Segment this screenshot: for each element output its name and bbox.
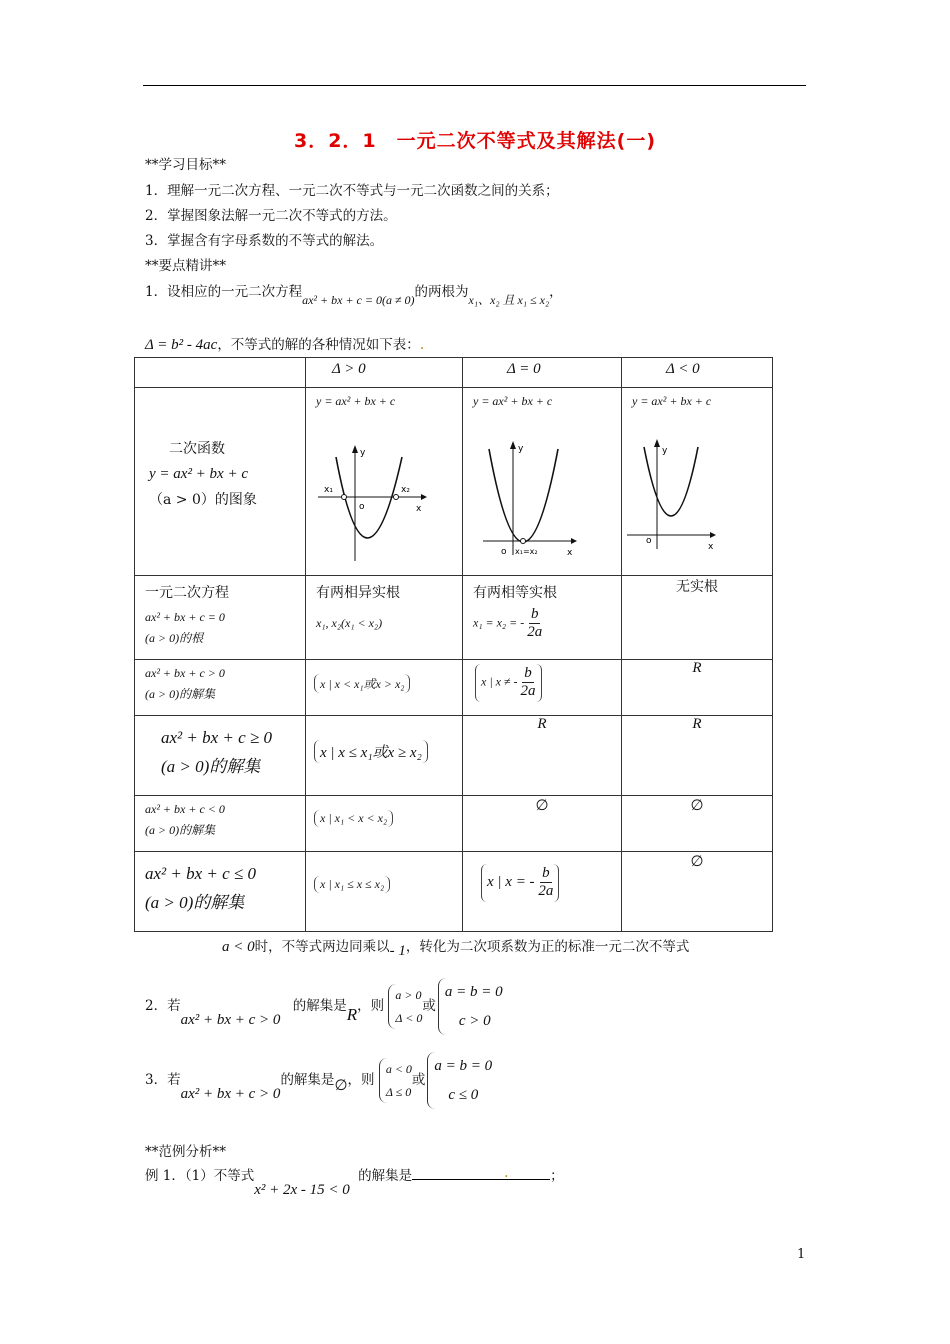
roots-cell-delta-positive: 有两相异实根 x₁, x₂(x₁ < x₂): [306, 576, 463, 660]
roots-cell-delta-zero: 有两相等实根 x₁ = x₂ = - $\frac{b}{2a}$: [463, 576, 622, 660]
graph-cell-delta-negative: y = ax² + bx + c y x o: [622, 388, 773, 576]
key1-roots: x₁、x₂ 且 x₁ ≤ x₂: [468, 293, 550, 307]
header-empty: [135, 358, 306, 388]
key-point-1: [145, 280, 563, 307]
page-number: 1: [797, 1247, 806, 1262]
gt-cell-delta-zero: x | x ≠ - $\frac{b}{2a}$: [463, 660, 622, 716]
table-row-gt: [135, 660, 773, 716]
gt-cell-delta-negative: R: [622, 660, 773, 716]
graph-label-double-root: x₁=x₂: [515, 547, 538, 556]
empty-set-icon: ∅: [535, 796, 549, 814]
ge-cell-delta-zero: R: [463, 716, 622, 796]
empty-set-icon: ∅: [334, 1076, 348, 1094]
row-label-lt: ax² + bx + c < 0 (a > 0)的解集: [135, 796, 306, 852]
table-row-graph: [135, 388, 773, 576]
key1-prefix: 1．设相应的一元二次方程: [145, 284, 303, 300]
key-point-3: 3．若ax² + bx + c > 0的解集是∅，则 a < 0 Δ ≤ 0或a = b = 0 c ≤ 0: [145, 1052, 492, 1109]
graph-label-x: x: [567, 548, 573, 558]
le-cell-delta-negative: [622, 852, 773, 932]
example-1: 例 1．（1）不等式x² + 2x - 15 < 0 的解集是 . ；: [145, 1165, 564, 1198]
graph-label-y: y: [360, 448, 366, 458]
key1-comma: ，: [549, 284, 563, 300]
goal-item: 1．理解一元二次方程、一元二次不等式与一元二次函数之间的关系；: [145, 183, 559, 199]
header-delta-positive: Δ > 0: [306, 358, 463, 388]
key-header: **要点精讲**: [145, 258, 226, 274]
graph-cell-delta-zero: y = ax² + bx + c y x o x₁=x₂: [463, 388, 622, 576]
page-title: 3．2．1 一元二次不等式及其解法(一): [293, 130, 657, 152]
graph-label-origin: o: [646, 536, 652, 546]
header-row: [135, 358, 773, 388]
empty-set-icon: ∅: [690, 796, 704, 814]
graph-label-y: y: [662, 446, 668, 456]
header-delta-negative: Δ < 0: [622, 358, 773, 388]
ge-cell-delta-negative: R: [622, 716, 773, 796]
goals-header: **学习目标**: [145, 157, 226, 173]
parabola-no-root-graph: [622, 409, 772, 552]
le-cell-delta-positive: x | x₁ ≤ x ≤ x₂: [306, 852, 463, 932]
goal-item: 2．掌握图象法解一元二次不等式的方法。: [145, 208, 397, 224]
lt-cell-delta-positive: x | x₁ < x < x₂: [306, 796, 463, 852]
key1-mid: 的两根为: [414, 284, 469, 300]
solution-table: [134, 357, 773, 932]
lt-cell-delta-negative: [622, 796, 773, 852]
gt-cell-delta-positive: x | x < x₁或x > x₂: [306, 660, 463, 716]
graph-cell-delta-positive: y = ax² + bx + c x₁ x₂ y x o: [306, 388, 463, 576]
graph-label-y: y: [518, 444, 524, 454]
graph-label-x2: x₂: [401, 485, 410, 495]
graph-label-x1: x₁: [324, 485, 333, 495]
graph-label-origin: o: [501, 547, 507, 557]
table-row-le: [135, 852, 773, 932]
top-rule: [143, 85, 806, 86]
dot-mark: .: [419, 337, 425, 353]
table-row-lt: [135, 796, 773, 852]
examples-header: **范例分析**: [145, 1144, 226, 1160]
table-row-ge: [135, 716, 773, 796]
empty-set-icon: ∅: [690, 852, 704, 870]
header-delta-zero: Δ = 0: [463, 358, 622, 388]
delta-definition: Δ = b² - 4ac: [145, 337, 218, 353]
row-label-equation: 一元二次方程 ax² + bx + c = 0 (a > 0)的根: [135, 576, 306, 660]
lt-cell-delta-zero: [463, 796, 622, 852]
graph-label-x: x: [708, 542, 714, 552]
row-label-function: 二次函数 y = ax² + bx + c （a > 0）的图象: [135, 388, 306, 576]
delta-line: [145, 333, 424, 354]
goal-item: 3．掌握含有字母系数的不等式的解法。: [145, 233, 384, 249]
graph-label-origin: o: [359, 502, 365, 512]
ge-cell-delta-positive: x | x ≤ x₁或x ≥ x₂: [306, 716, 463, 796]
parabola-two-roots-graph: [306, 409, 456, 549]
row-label-le: ax² + bx + c ≤ 0 (a > 0)的解集: [135, 852, 306, 932]
key1-equation: ax² + bx + c = 0(a ≠ 0): [302, 293, 415, 307]
answer-blank[interactable]: .: [412, 1165, 550, 1180]
roots-cell-delta-negative: 无实根: [622, 576, 773, 660]
row-label-gt: ax² + bx + c > 0 (a > 0)的解集: [135, 660, 306, 716]
parabola-one-root-graph: [463, 409, 613, 558]
delta-text: ，不等式的解的各种情况如下表：: [217, 337, 420, 353]
table-row-roots: [135, 576, 773, 660]
row-label-ge: ax² + bx + c ≥ 0 (a > 0)的解集: [135, 716, 306, 796]
key-point-2: 2．若ax² + bx + c > 0 的解集是R，则 a > 0 Δ < 0或a = b = 0 c > 0: [145, 978, 503, 1035]
negative-a-note: a < 0时，不等式两边同乘以- 1，转化为二次项系数为正的标准一元二次不等式: [222, 939, 690, 959]
le-cell-delta-zero: x | x = - $\frac{b}{2a}$: [463, 852, 622, 932]
graph-label-x: x: [416, 504, 422, 514]
